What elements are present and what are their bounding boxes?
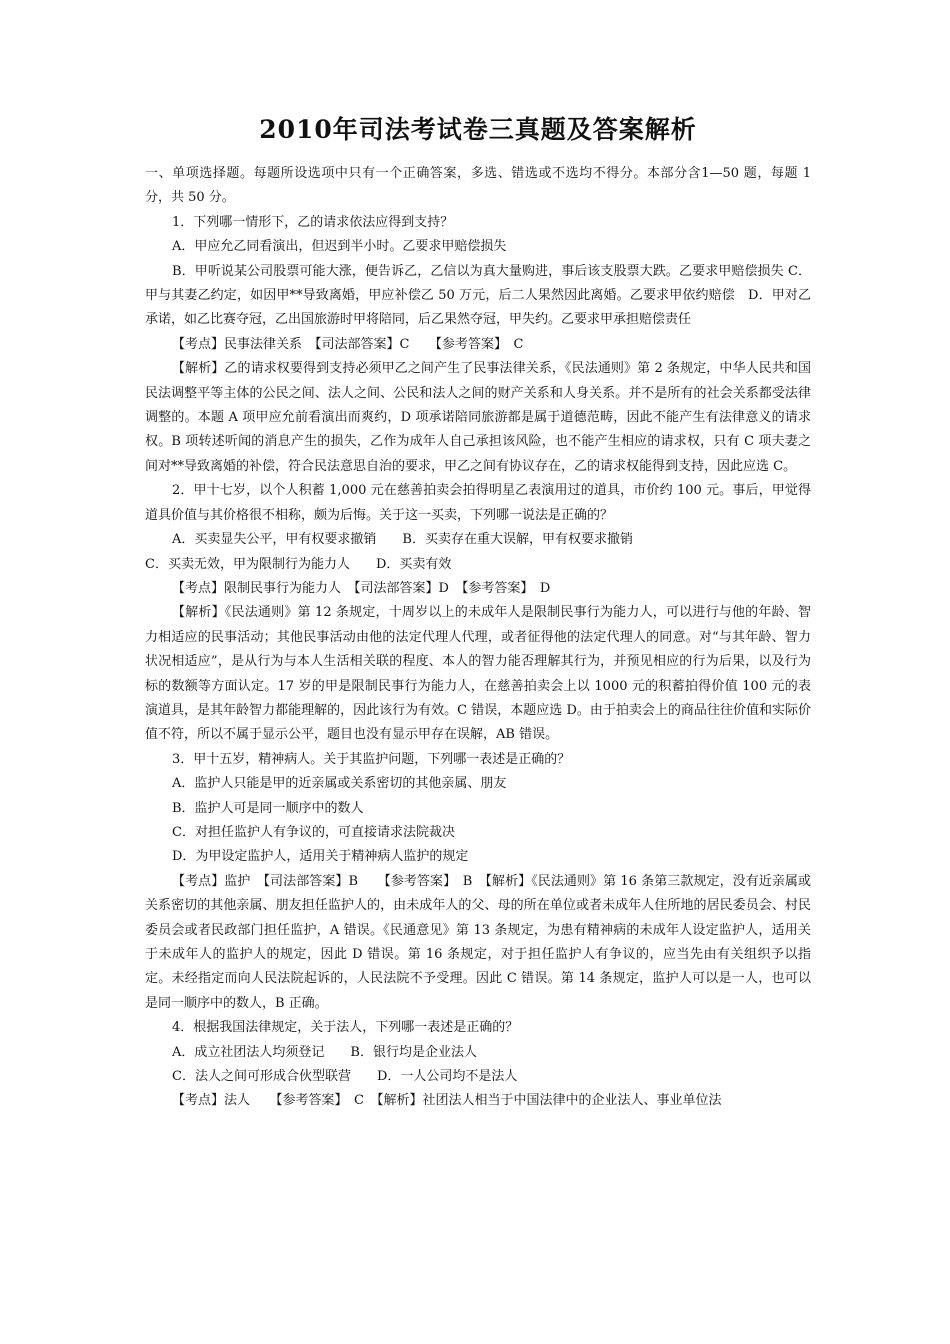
q1-options-bcd: B．甲听说某公司股票可能大涨，便告诉乙，乙信以为真大量购进，事后该支股票大跌。乙要求甲赔偿损失 C．甲与其妻乙约定，如因甲**导致离婚，甲应补偿乙 50 万元，后二人果然因此离婚。乙要求甲依约赔偿 D．甲对乙承诺，如乙比赛夺冠，乙出国旅游时甲将陪同，后乙果然夺冠，甲失约。乙要求甲承担赔偿责任 bbox=[145, 263, 811, 328]
q2-options-cd: C．买卖无效，甲为限制行为能力人 D．买卖有效 bbox=[145, 556, 452, 572]
q3-analysis: 【考点】监护 【司法部答案】B 【参考答案】 B 【解析】《民法通则》第 16 条第三款规定，没有近亲属或关系密切的其他亲属、朋友担任监护人的，由未成年人的父、母的所在单位或者未成年人住所地的居民委员会、村民委员会或者民政部门担任监护，A 错误。《民通意见》第 13 条规定，为患有精神病的未成年人设定监护人，适用关于未成年人的监护人的规定，因此 D 错误。第 16 条规定，对于担任监护人有争议的，应当先由有关组织予以指定。未经指定而向人民法院起诉的，人民法院不予受理。因此 C 错误。第 14 条规定，监护人可以是一人，也可以是同一顺序中的数人，B 正确。 bbox=[145, 873, 811, 1011]
q4-options-ab: A．成立社团法人均须登记 B．银行均是企业法人 bbox=[172, 1044, 477, 1060]
q4-analysis: 【考点】法人 【参考答案】 C 【解析】社团法人相当于中国法律中的企业法人、事业单位法 bbox=[172, 1093, 722, 1109]
q2-analysis: 【解析】《民法通则》第 12 条规定，十周岁以上的未成年人是限制民事行为能力人，可以进行与他的年龄、智力相适应的民事活动；其他民事活动由他的法定代理人代理，或者征得他的法定代理人的同意。对“与其年龄、智力状况相适应”，是从行为与本人生活相关联的程度、本人的智力能否理解其行为，并预见相应的行为后果，以及行为标的数额等方面认定。17 岁的甲是限制民事行为能力人，在慈善拍卖会上以 1000 元的积蓄拍得价值 100 元的表演道具，是其年龄智力都能理解的，因此该行为有效。C 错误，本题应选 D。由于拍卖会上的商品往往价值和实际价值不符，所以不属于显示公平，题目也没有显示甲存在误解，AB 错误。 bbox=[145, 605, 811, 743]
q2-answer-key: 【考点】限制民事行为能力人 【司法部答案】D 【参考答案】 D bbox=[172, 580, 551, 596]
q4-options-cd: C．法人之间可形成合伙型联营 D．一人公司均不是法人 bbox=[172, 1069, 518, 1085]
q3-option-c: C．对担任监护人有争议的，可直接请求法院裁决 bbox=[172, 824, 455, 840]
q3-option-b: B．监护人可是同一顺序中的数人 bbox=[172, 800, 364, 816]
q1-option-a: A．甲应允乙同看演出，但迟到半小时。乙要求甲赔偿损失 bbox=[172, 239, 507, 255]
q3-option-a: A．监护人只能是甲的近亲属或关系密切的其他亲属、朋友 bbox=[172, 776, 507, 792]
q3-stem: 3．甲十五岁，精神病人。关于其监护问题，下列哪一表述是正确的？ bbox=[172, 751, 571, 767]
document-page bbox=[145, 110, 811, 1114]
document-title: 2010年司法考试卷三真题及答案解析 bbox=[259, 115, 697, 144]
q1-analysis: 【解析】乙的请求权要得到支持必须甲乙之间产生了民事法律关系，《民法通则》第 2 条规定，中华人民共和国民法调整平等主体的公民之间、法人之间、公民和法人之间的财产关系和人身关系。并不是所有的社会关系都受法律调整的。本题 A 项甲应允前看演出而爽约，D 项承诺陪同旅游都是属于道德范畴，因此不能产生有法律意义的请求权。B 项转述听闻的消息产生的损失，乙作为成年人自己承担该风险，也不能产生相应的请求权，只有 C 项夫妻之间对**导致离婚的补偿，符合民法意思自治的要求，甲乙之间有协议存在，乙的请求权能得到支持，因此应选 C。 bbox=[145, 361, 811, 474]
q4-stem: 4．根据我国法律规定，关于法人，下列哪一表述是正确的？ bbox=[172, 1020, 519, 1036]
q2-options-ab: A．买卖显失公平，甲有权要求撤销 B．买卖存在重大误解，甲有权要求撤销 bbox=[172, 532, 633, 548]
q3-option-d: D．为甲设定监护人，适用关于精神病人监护的规定 bbox=[172, 849, 469, 865]
section-intro: 一、单项选择题。每题所设选项中只有一个正确答案，多选、错选或不选均不得分。本部分含1—50 题，每题 1 分，共 50 分。 bbox=[145, 166, 811, 206]
q2-stem: 2．甲十七岁，以个人积蓄 1,000 元在慈善拍卖会拍得明星乙表演用过的道具，市价约 100 元。事后，甲觉得道具价值与其价格很不相称，颇为后悔。关于这一买卖，下列哪一说法是正确的？ bbox=[145, 483, 811, 523]
q1-stem: 1．下列哪一情形下，乙的请求依法应得到支持？ bbox=[172, 214, 454, 230]
q1-answer-key: 【考点】民事法律关系 【司法部答案】C 【参考答案】 C bbox=[172, 336, 524, 352]
